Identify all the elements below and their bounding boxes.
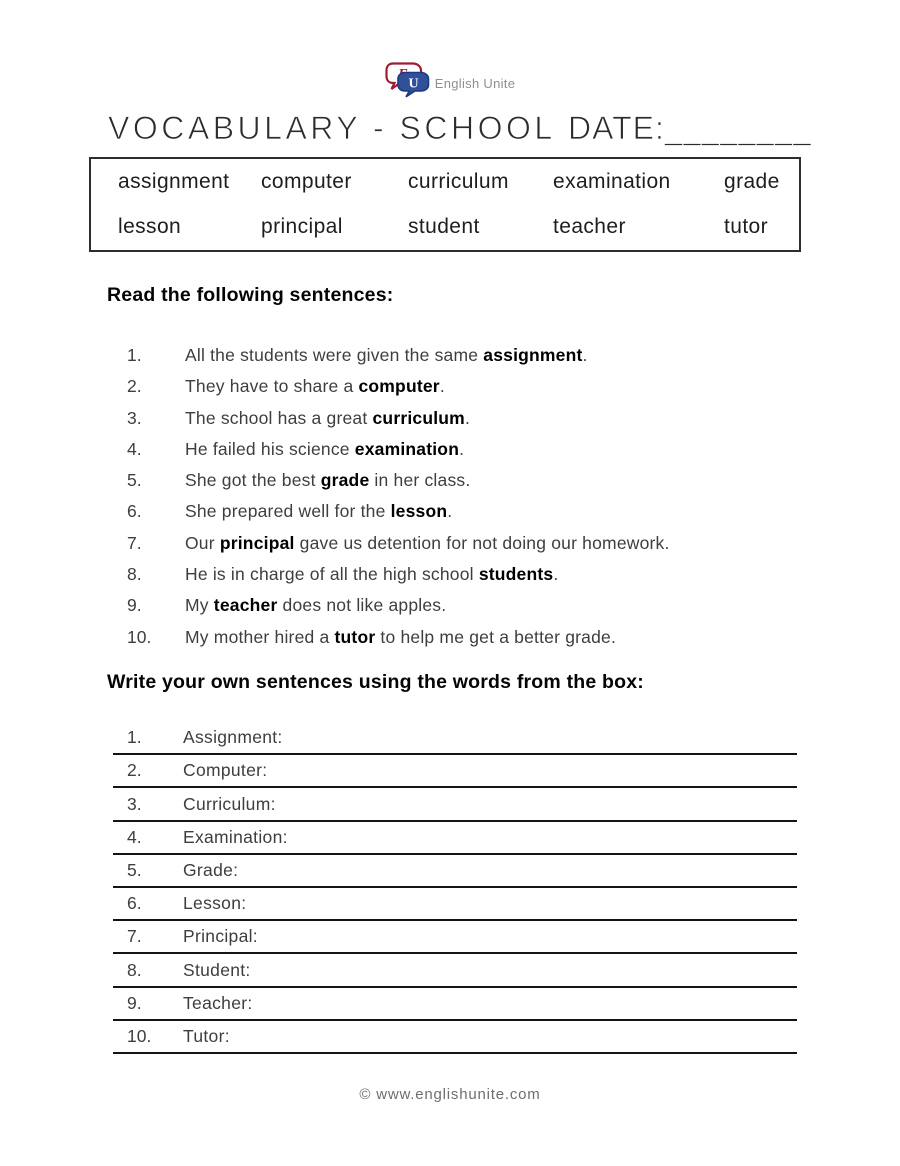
sentence-fragment: They have to share a [185,376,359,397]
sentence-fragment: She prepared well for the [185,501,391,522]
word-box-word: curriculum [408,169,509,193]
word-box-word: teacher [553,215,626,239]
writing-section-heading: Write your own sentences using the words from the box: [107,671,645,693]
word-box-word: principal [261,215,343,239]
writing-line-label: Examination: [183,826,288,847]
writing-line [113,822,797,855]
writing-line-label: Teacher: [183,992,253,1013]
footer-copyright: © www.englishunite.com [359,1086,541,1103]
sentence-number: 9. [127,595,142,616]
writing-line-label: Tutor: [183,1025,230,1046]
writing-list [113,722,797,1054]
writing-line-label: Principal: [183,926,258,947]
writing-line-number: 1. [127,727,142,748]
sentence-row [0,559,900,590]
sentence-row [0,465,900,496]
sentence-fragment: does not like apples. [277,595,447,616]
sentence-fragment: . [582,345,588,365]
vocabulary-word-bold: principal [219,532,295,553]
vocabulary-word-bold: teacher [213,595,278,616]
sentence-fragment: My [185,595,214,616]
sentence-fragment: to help me get a better grade. [375,626,617,647]
sentence-number: 8. [127,564,142,585]
sentence-fragment: gave us detention for not doing our homework. [294,532,670,553]
sentence-row [0,340,900,371]
writing-line-number: 6. [127,893,142,914]
sentence-text [185,559,558,590]
worksheet-title: VOCABULARY - SCHOOL [108,110,556,146]
word-box-word: student [408,215,480,239]
sentence-row [0,496,900,527]
sentence-text [185,590,446,621]
writing-line [113,921,797,954]
sentence-row [0,434,900,465]
writing-line-label: Computer: [183,760,268,781]
writing-line [113,1021,797,1054]
word-box-row [91,159,799,205]
date-field [568,110,811,147]
brand-logo [0,61,900,98]
vocabulary-word-bold: grade [320,470,370,491]
sentence-fragment: . [459,438,465,459]
word-box-word: lesson [118,215,182,239]
sentence-number: 6. [127,501,142,522]
word-box-word: examination [553,169,671,193]
sentence-row [0,403,900,434]
word-box-word: tutor [724,215,769,239]
word-box-word: grade [724,169,780,193]
writing-line-number: 3. [127,793,142,814]
sentence-row [0,590,900,621]
sentence-fragment: He is in charge of all the high school [185,564,479,585]
sentence-fragment: All the students were given the same [185,345,484,365]
word-box [89,157,801,252]
date-label: DATE: [568,110,665,146]
sentence-number: 5. [127,470,142,491]
reading-section-heading: Read the following sentences: [107,284,394,306]
vocabulary-word-bold: curriculum [372,407,465,428]
vocabulary-word-bold: lesson [390,501,448,522]
vocabulary-word-bold: assignment [483,345,583,365]
date-blank-line: ________ [664,110,812,146]
sentence-fragment: . [439,376,445,397]
writing-line-label: Assignment: [183,727,283,748]
sentence-row [0,528,900,559]
sentence-number: 2. [127,376,142,397]
writing-line [113,788,797,821]
word-box-word: assignment [118,169,230,193]
sentence-fragment: Our [185,532,220,553]
sentence-text [185,340,588,371]
vocabulary-word-bold: students [478,564,554,585]
writing-line-number: 8. [127,959,142,980]
sentence-number: 4. [127,438,142,459]
writing-line-number: 4. [127,826,142,847]
vocabulary-word-bold: examination [354,438,460,459]
word-box-row [91,205,799,251]
logo-letter-u: U [408,76,419,92]
writing-line [113,988,797,1021]
sentence-row [0,371,900,402]
sentence-fragment: . [464,407,471,428]
writing-line-label: Student: [183,959,251,980]
sentence-fragment: . [553,564,559,585]
brand-name: English Unite [434,76,516,91]
sentence-text [185,371,445,402]
sentence-fragment: She got the best [185,470,321,491]
sentence-number: 10. [127,626,152,647]
writing-line-number: 7. [127,926,142,947]
writing-line-number: 2. [127,760,142,781]
sentence-text [185,496,452,527]
sentence-list [0,340,900,653]
writing-line-label: Grade: [183,859,239,880]
sentence-row [0,622,900,653]
sentence-number: 7. [127,532,142,553]
sentence-fragment: My mother hired a [185,626,335,647]
writing-line-label: Curriculum: [183,793,276,814]
writing-line [113,888,797,921]
vocabulary-word-bold: computer [358,376,440,397]
writing-line [113,954,797,987]
english-unite-logo-icon [385,61,430,98]
writing-line-number: 9. [127,992,142,1013]
sentence-fragment: He failed his science [185,438,355,459]
sentence-text [185,434,464,465]
writing-line [113,855,797,888]
sentence-fragment: in her class. [369,470,471,491]
sentence-fragment: The school has a great [185,407,373,428]
vocabulary-word-bold: tutor [334,626,376,647]
writing-line-number: 5. [127,859,142,880]
writing-line-number: 10. [127,1025,152,1046]
sentence-text [185,403,470,434]
sentence-text [185,622,616,653]
sentence-text [185,465,470,496]
word-box-word: computer [261,169,352,193]
sentence-fragment: . [447,501,453,522]
writing-line [113,755,797,788]
sentence-number: 3. [127,407,142,428]
sentence-number: 1. [127,345,142,365]
writing-line [113,722,797,755]
writing-line-label: Lesson: [183,893,247,914]
sentence-text [185,528,670,559]
